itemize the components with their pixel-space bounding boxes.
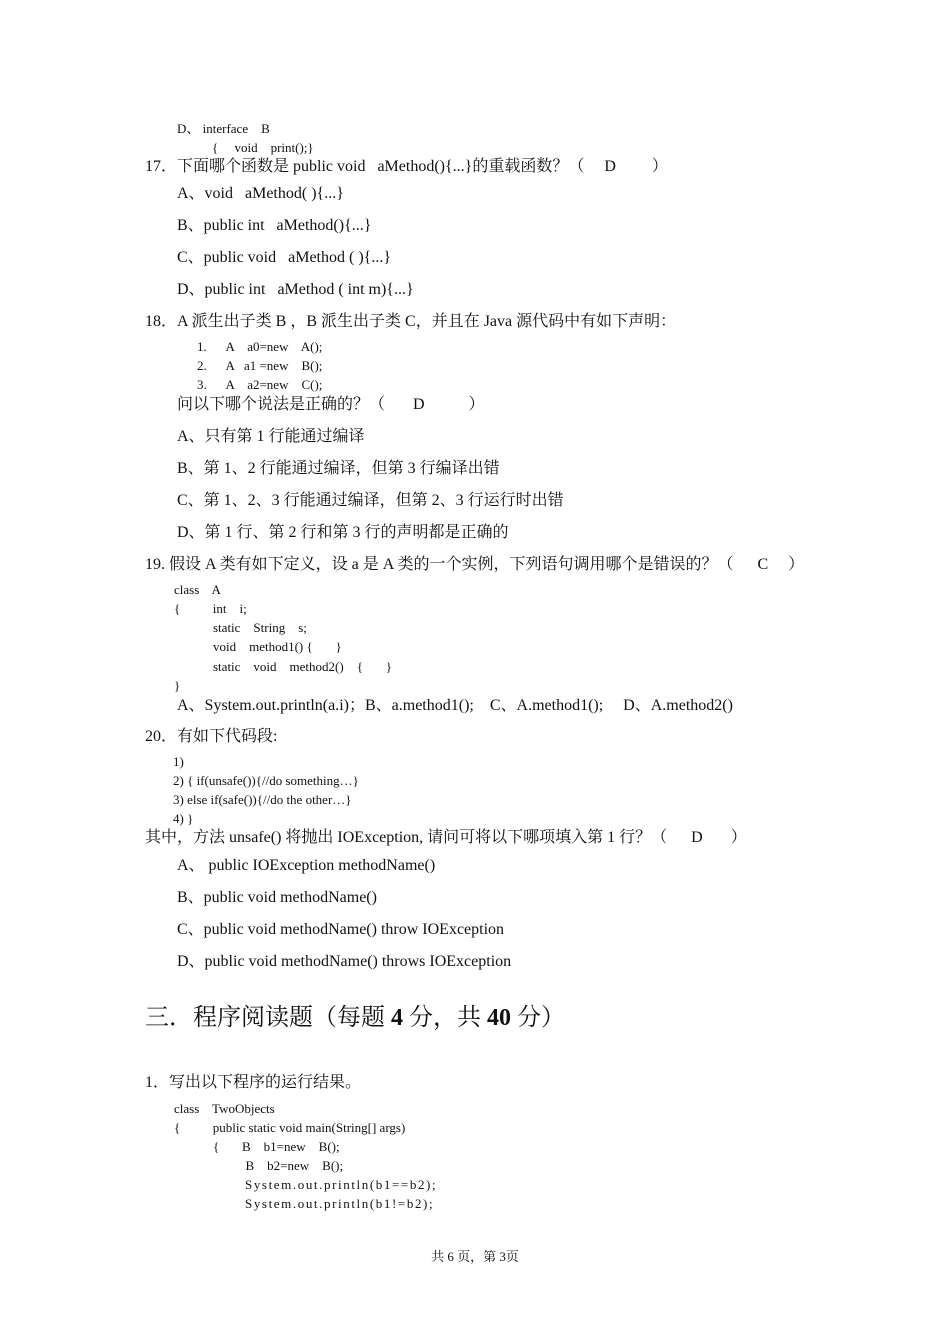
q20-ask: 其中，方法 unsafe() 将抛出 IOException, 请问可将以下哪项填入第 1 行？（ D ）: [145, 829, 747, 846]
q17-option-c: C、public void aMethod ( ){...}: [177, 249, 392, 266]
section-heading: [145, 1006, 565, 1030]
q20-option-d: D、public void methodName() throws IOException: [177, 953, 512, 970]
p1-code-line: System.out.println(b1==b2);: [245, 1177, 438, 1192]
q20-code-line: 1): [173, 754, 184, 769]
section-heading-mid: 分，共: [403, 1005, 487, 1031]
q19-question: 19. 假设 A 类有如下定义，设 a 是 A 类的一个实例，下列语句调用哪个是错误的？（ C ）: [145, 556, 805, 573]
q20-code-line: 3) else if(safe()){//do the other…}: [173, 792, 352, 807]
q18-option-c: C、第 1、2、3 行能通过编译，但第 2、3 行运行时出错: [177, 492, 564, 509]
p1-code-line: class TwoObjects: [174, 1101, 275, 1116]
section-heading-suffix: 分）: [511, 1005, 565, 1031]
q17-option-b: B、public int aMethod(){...}: [177, 217, 372, 234]
q18-code-line: 1. A a0=new A();: [197, 339, 323, 354]
q20-option-c: C、public void methodName() throw IOException: [177, 921, 505, 938]
page-footer: 共 6 页，第 3页: [431, 1249, 519, 1264]
q19-code-line: { int i;: [174, 601, 247, 616]
q17-option-d: D、public int aMethod ( int m){...}: [177, 281, 414, 298]
q20-code-line: 2) { if(unsafe()){//do something…}: [173, 773, 359, 788]
q20-code-line: 4) }: [173, 811, 194, 826]
q20-question: 20．有如下代码段:: [145, 728, 278, 745]
q18-code-line: 2. A a1 =new B();: [197, 358, 323, 373]
q19-code-line: }: [174, 678, 181, 693]
p1-question: 1．写出以下程序的运行结果。: [145, 1074, 362, 1091]
q18-option-b: B、第 1、2 行能通过编译，但第 3 行编译出错: [177, 460, 500, 477]
q18-question: 18．A 派生出子类 B ，B 派生出子类 C，并且在 Java 源代码中有如下声明：: [145, 313, 677, 330]
q17-option-a: A、void aMethod( ){...}: [177, 185, 344, 202]
section-heading-score: 4: [391, 1005, 403, 1031]
q18-option-d: D、第 1 行、第 2 行和第 3 行的声明都是正确的: [177, 524, 509, 541]
q19-code-line: static String s;: [174, 620, 307, 635]
q17-question: 17．下面哪个函数是 public void aMethod(){...}的重载函数？（ D ）: [145, 158, 668, 175]
p1-code-line: { B b1=new B();: [174, 1139, 340, 1154]
q19-code-line: class A: [174, 582, 221, 597]
q16-option-d: D、 interface B: [177, 121, 270, 136]
section-heading-total: 40: [487, 1005, 511, 1031]
section-heading-prefix: 三．程序阅读题（每题: [145, 1005, 391, 1031]
q20-option-a: A、 public IOException methodName(): [177, 857, 436, 874]
q19-code-line: void method1() { }: [174, 639, 342, 654]
q18-code-line: 3. A a2=new C();: [197, 377, 323, 392]
q18-option-a: A、只有第 1 行能通过编译: [177, 428, 365, 445]
q20-option-b: B、public void methodName(): [177, 889, 377, 906]
q19-options: A、System.out.println(a.i)；B、a.method1(); C、A.method1(); D、A.method2(): [177, 697, 733, 714]
q19-code-line: static void method2() { }: [174, 659, 392, 674]
p1-code-line: { public static void main(String[] args): [174, 1120, 406, 1135]
p1-code-line: System.out.println(b1!=b2);: [245, 1196, 435, 1211]
q16-option-d-body: { void print();}: [212, 140, 314, 155]
p1-code-line: B b2=new B();: [174, 1158, 344, 1173]
q18-ask: 问以下哪个说法是正确的？（ D ）: [177, 396, 485, 413]
